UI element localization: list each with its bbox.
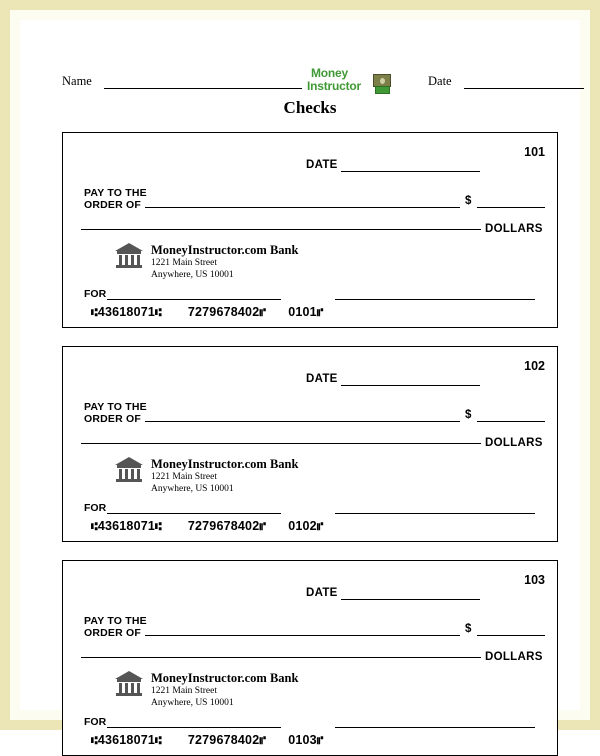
micr-line <box>91 733 324 748</box>
bank-column <box>131 255 134 265</box>
bank-name: MoneyInstructor.com Bank <box>151 243 299 257</box>
micr-routing-number: 43618071 <box>97 305 156 319</box>
micr-transit-symbol-close: ⑆ <box>155 522 162 534</box>
bank-column <box>131 469 134 479</box>
amount-numeric-field[interactable] <box>477 207 545 208</box>
pay-to-the-text: PAY TO THE <box>84 187 147 199</box>
bank-column <box>131 683 134 693</box>
bank-name: MoneyInstructor.com Bank <box>151 671 299 685</box>
page-sheet <box>20 20 580 748</box>
dollar-sign-label: $ <box>465 195 472 207</box>
signature-field[interactable] <box>335 299 535 300</box>
bank-address-line-2: Anywhere, US 10001 <box>151 484 234 494</box>
micr-end-symbol: ⑈ <box>316 522 324 534</box>
name-label: Name <box>62 74 92 88</box>
pay-to-the-text: PAY TO THE <box>84 401 147 413</box>
micr-on-us-symbol: ⑈ <box>259 308 267 320</box>
check-date-label: DATE <box>306 587 338 599</box>
name-write-line[interactable] <box>104 88 302 89</box>
bank-column <box>137 255 140 265</box>
check-number: 101 <box>524 145 545 159</box>
payee-field[interactable] <box>145 207 460 208</box>
order-of-text: ORDER OF <box>84 413 142 425</box>
check-blank <box>62 132 558 328</box>
bank-base <box>116 479 142 482</box>
pay-to-the-order-of-label <box>84 615 147 639</box>
signature-field[interactable] <box>335 727 535 728</box>
check-date-field[interactable] <box>341 171 480 172</box>
bank-address-line-1: 1221 Main Street <box>151 686 217 696</box>
logo-line-2: Instructor <box>307 79 362 93</box>
bank-arch <box>117 251 141 254</box>
order-of-text: ORDER OF <box>84 199 142 211</box>
order-of-text: ORDER OF <box>84 627 142 639</box>
micr-end-symbol: ⑈ <box>316 308 324 320</box>
micr-on-us-symbol: ⑈ <box>259 736 267 748</box>
amount-words-field[interactable] <box>81 443 481 444</box>
for-label: FOR <box>84 502 107 514</box>
amount-numeric-field[interactable] <box>477 421 545 422</box>
bank-roof <box>115 243 143 251</box>
micr-account-number: 7279678402 <box>187 305 260 319</box>
bank-column <box>125 469 128 479</box>
check-blank <box>62 346 558 542</box>
logo-line-1: Money <box>311 66 349 80</box>
micr-transit-symbol: ⑆ <box>91 736 98 748</box>
payee-field[interactable] <box>145 421 460 422</box>
micr-account-number: 7279678402 <box>187 733 260 747</box>
check-date-field[interactable] <box>341 599 480 600</box>
micr-line <box>91 305 324 320</box>
memo-field[interactable] <box>107 299 281 300</box>
bank-roof <box>115 671 143 679</box>
bank-column <box>119 255 122 265</box>
bank-address-line-1: 1221 Main Street <box>151 258 217 268</box>
dollars-label: DOLLARS <box>485 437 543 449</box>
payee-field[interactable] <box>145 635 460 636</box>
micr-routing-number: 43618071 <box>97 733 156 747</box>
page-title: Checks <box>283 98 337 117</box>
bank-name: MoneyInstructor.com Bank <box>151 457 299 471</box>
amount-numeric-field[interactable] <box>477 635 545 636</box>
date-label: Date <box>428 74 452 88</box>
money-stack-icon <box>373 74 391 94</box>
micr-line <box>91 519 324 534</box>
bank-column <box>137 469 140 479</box>
bank-base <box>116 693 142 696</box>
pay-to-the-order-of-label <box>84 187 147 211</box>
micr-transit-symbol: ⑆ <box>91 522 98 534</box>
amount-words-field[interactable] <box>81 657 481 658</box>
dollars-label: DOLLARS <box>485 651 543 663</box>
check-number: 103 <box>524 573 545 587</box>
micr-transit-symbol-close: ⑆ <box>155 736 162 748</box>
micr-transit-symbol: ⑆ <box>91 308 98 320</box>
bank-arch <box>117 465 141 468</box>
bank-column <box>119 469 122 479</box>
check-number: 102 <box>524 359 545 373</box>
header-row <box>20 66 600 96</box>
bank-address-line-2: Anywhere, US 10001 <box>151 270 234 280</box>
pay-to-the-order-of-label <box>84 401 147 425</box>
date-write-line[interactable] <box>464 88 584 89</box>
micr-transit-symbol-close: ⑆ <box>155 308 162 320</box>
bank-column <box>137 683 140 693</box>
bank-address-line-2: Anywhere, US 10001 <box>151 698 234 708</box>
micr-end-symbol: ⑈ <box>316 736 324 748</box>
dollar-sign-label: $ <box>465 623 472 635</box>
money-instructor-logo <box>307 66 403 100</box>
memo-field[interactable] <box>107 513 281 514</box>
micr-routing-number: 43618071 <box>97 519 156 533</box>
pay-to-the-text: PAY TO THE <box>84 615 147 627</box>
bank-base <box>116 265 142 268</box>
micr-check-number: 0101 <box>288 305 317 319</box>
micr-check-number: 0102 <box>288 519 317 533</box>
bank-building-icon <box>115 457 143 483</box>
bank-building-icon <box>115 671 143 697</box>
check-date-label: DATE <box>306 159 338 171</box>
check-blank <box>62 560 558 756</box>
signature-field[interactable] <box>335 513 535 514</box>
micr-check-number: 0103 <box>288 733 317 747</box>
check-date-label: DATE <box>306 373 338 385</box>
micr-account-number: 7279678402 <box>187 519 260 533</box>
bank-address-line-1: 1221 Main Street <box>151 472 217 482</box>
bank-building-icon <box>115 243 143 269</box>
micr-on-us-symbol: ⑈ <box>259 522 267 534</box>
bank-roof <box>115 457 143 465</box>
dollar-sign-label: $ <box>465 409 472 421</box>
amount-words-field[interactable] <box>81 229 481 230</box>
bank-column <box>125 255 128 265</box>
for-label: FOR <box>84 716 107 728</box>
for-label: FOR <box>84 288 107 300</box>
stack-shape <box>375 86 390 94</box>
memo-field[interactable] <box>107 727 281 728</box>
check-date-field[interactable] <box>341 385 480 386</box>
bank-arch <box>117 679 141 682</box>
dollars-label: DOLLARS <box>485 223 543 235</box>
page-content <box>20 20 600 748</box>
bank-column <box>119 683 122 693</box>
bank-column <box>125 683 128 693</box>
